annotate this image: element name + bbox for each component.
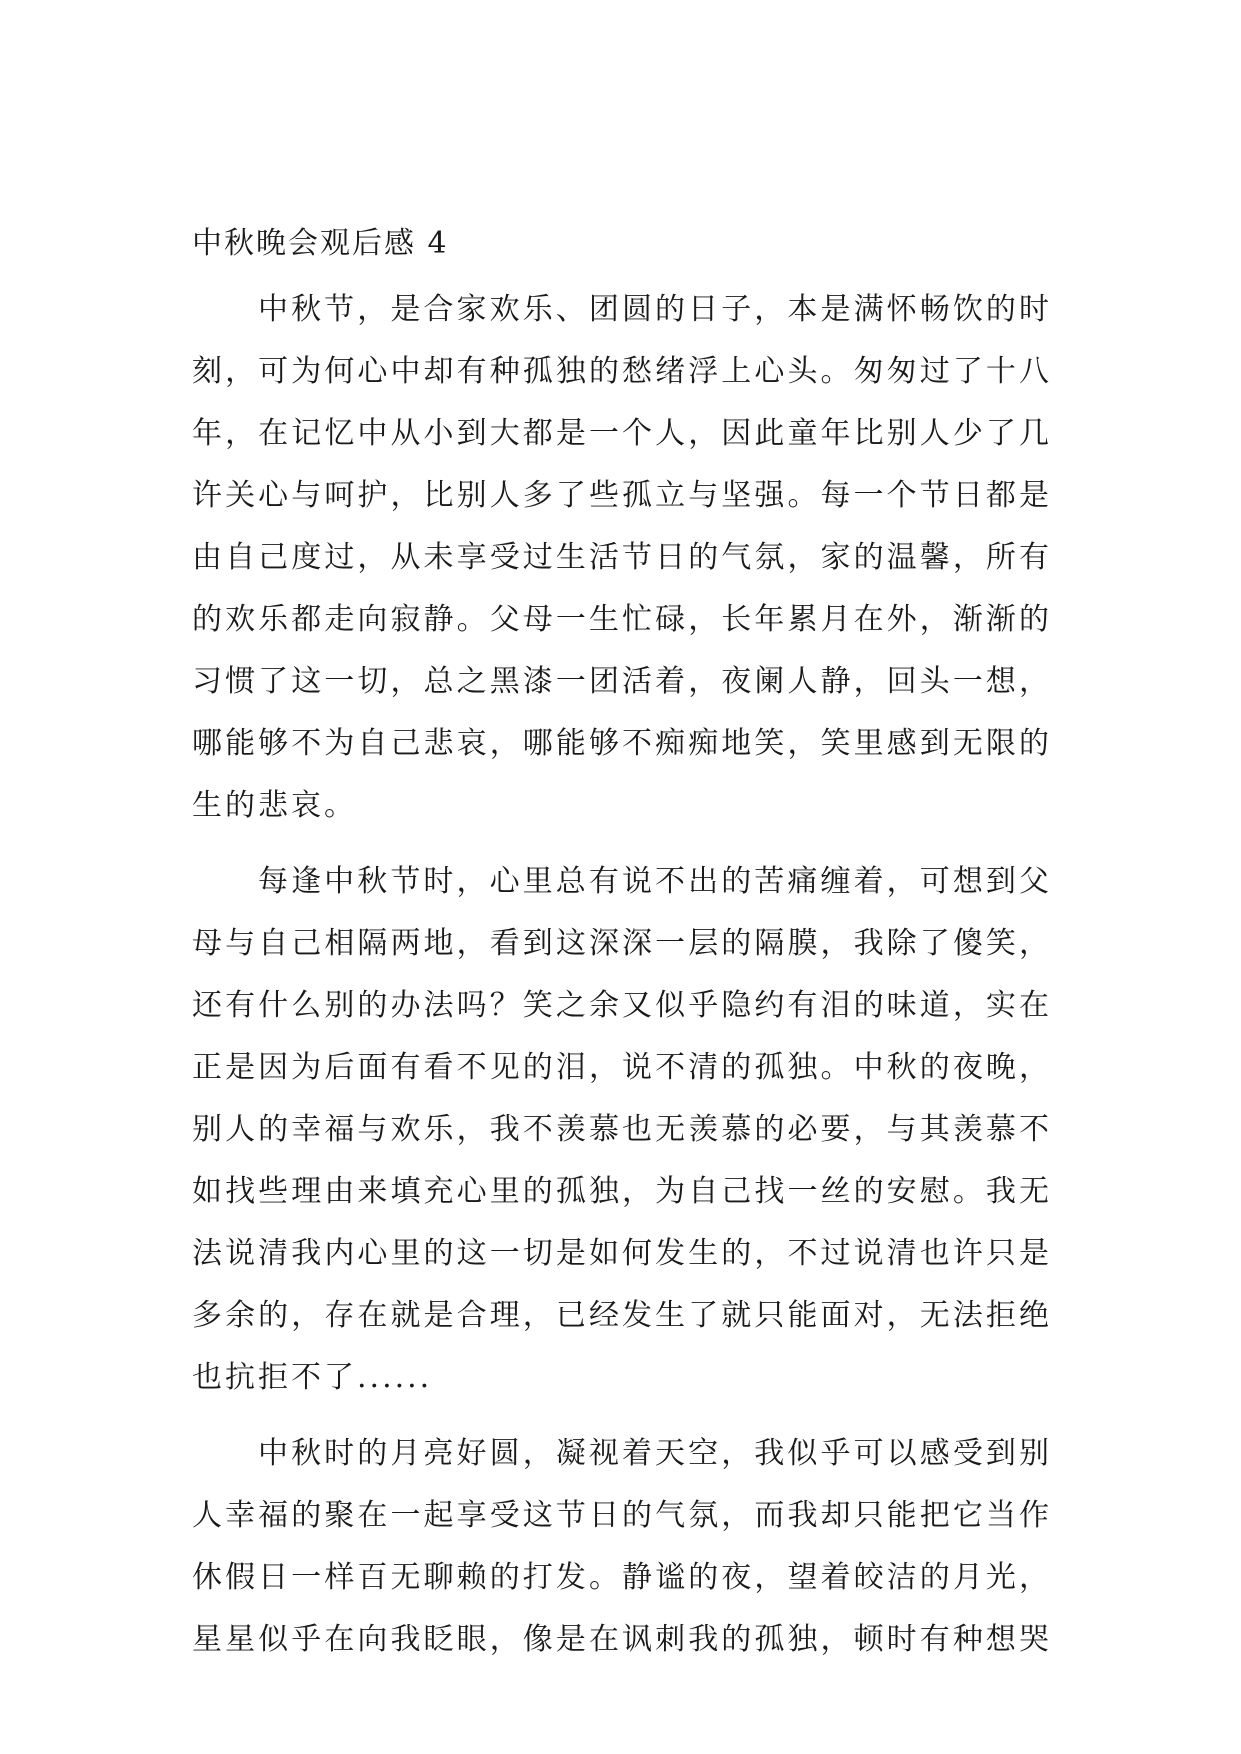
paragraph-2-line-9: 也抗拒不了...... <box>192 1360 433 1395</box>
paragraph-1-line-2: 刻，可为何心中却有种孤独的愁绪浮上心头。匆匆过了十八 <box>192 354 1052 389</box>
paragraph-2-line-8: 多余的，存在就是合理，已经发生了就只能面对，无法拒绝 <box>192 1298 1052 1333</box>
paragraph-2-line-6: 如找些理由来填充心里的孤独，为自己找一丝的安慰。我无 <box>192 1174 1052 1209</box>
paragraph-2-line-1: 每逢中秋节时，心里总有说不出的苦痛缠着，可想到父 <box>258 864 1052 899</box>
paragraph-3-line-2: 人幸福的聚在一起享受这节日的气氛，而我却只能把它当作 <box>192 1498 1052 1533</box>
document-title: 中秋晚会观后感 4 <box>192 226 449 261</box>
paragraph-2-line-4: 正是因为后面有看不见的泪，说不清的孤独。中秋的夜晚， <box>192 1050 1052 1085</box>
paragraph-1-line-1: 中秋节，是合家欢乐、团圆的日子，本是满怀畅饮的时 <box>258 292 1052 327</box>
paragraph-1-line-3: 年，在记忆中从小到大都是一个人，因此童年比别人少了几 <box>192 416 1052 451</box>
paragraph-1-line-7: 习惯了这一切，总之黑漆一团活着，夜阑人静，回头一想， <box>192 664 1052 699</box>
paragraph-2-line-7: 法说清我内心里的这一切是如何发生的，不过说清也许只是 <box>192 1236 1052 1271</box>
paragraph-2-line-3: 还有什么别的办法吗？笑之余又似乎隐约有泪的味道，实在 <box>192 988 1052 1023</box>
paragraph-1-line-4: 许关心与呵护，比别人多了些孤立与坚强。每一个节日都是 <box>192 478 1052 513</box>
paragraph-3-line-3: 休假日一样百无聊赖的打发。静谧的夜，望着皎洁的月光， <box>192 1560 1052 1595</box>
paragraph-1-line-9: 生的悲哀。 <box>192 788 357 823</box>
paragraph-1-line-5: 由自己度过，从未享受过生活节日的气氛，家的温馨，所有 <box>192 540 1052 575</box>
paragraph-3-line-1: 中秋时的月亮好圆，凝视着天空，我似乎可以感受到别 <box>258 1436 1052 1471</box>
paragraph-3-line-4: 星星似乎在向我眨眼，像是在讽刺我的孤独，顿时有种想哭 <box>192 1622 1052 1657</box>
paragraph-2-line-5: 别人的幸福与欢乐，我不羡慕也无羡慕的必要，与其羡慕不 <box>192 1112 1052 1147</box>
paragraph-1-line-8: 哪能够不为自己悲哀，哪能够不痴痴地笑，笑里感到无限的 <box>192 726 1052 761</box>
paragraph-2-line-2: 母与自己相隔两地，看到这深深一层的隔膜，我除了傻笑， <box>192 926 1052 961</box>
paragraph-1-line-6: 的欢乐都走向寂静。父母一生忙碌，长年累月在外，渐渐的 <box>192 602 1052 637</box>
